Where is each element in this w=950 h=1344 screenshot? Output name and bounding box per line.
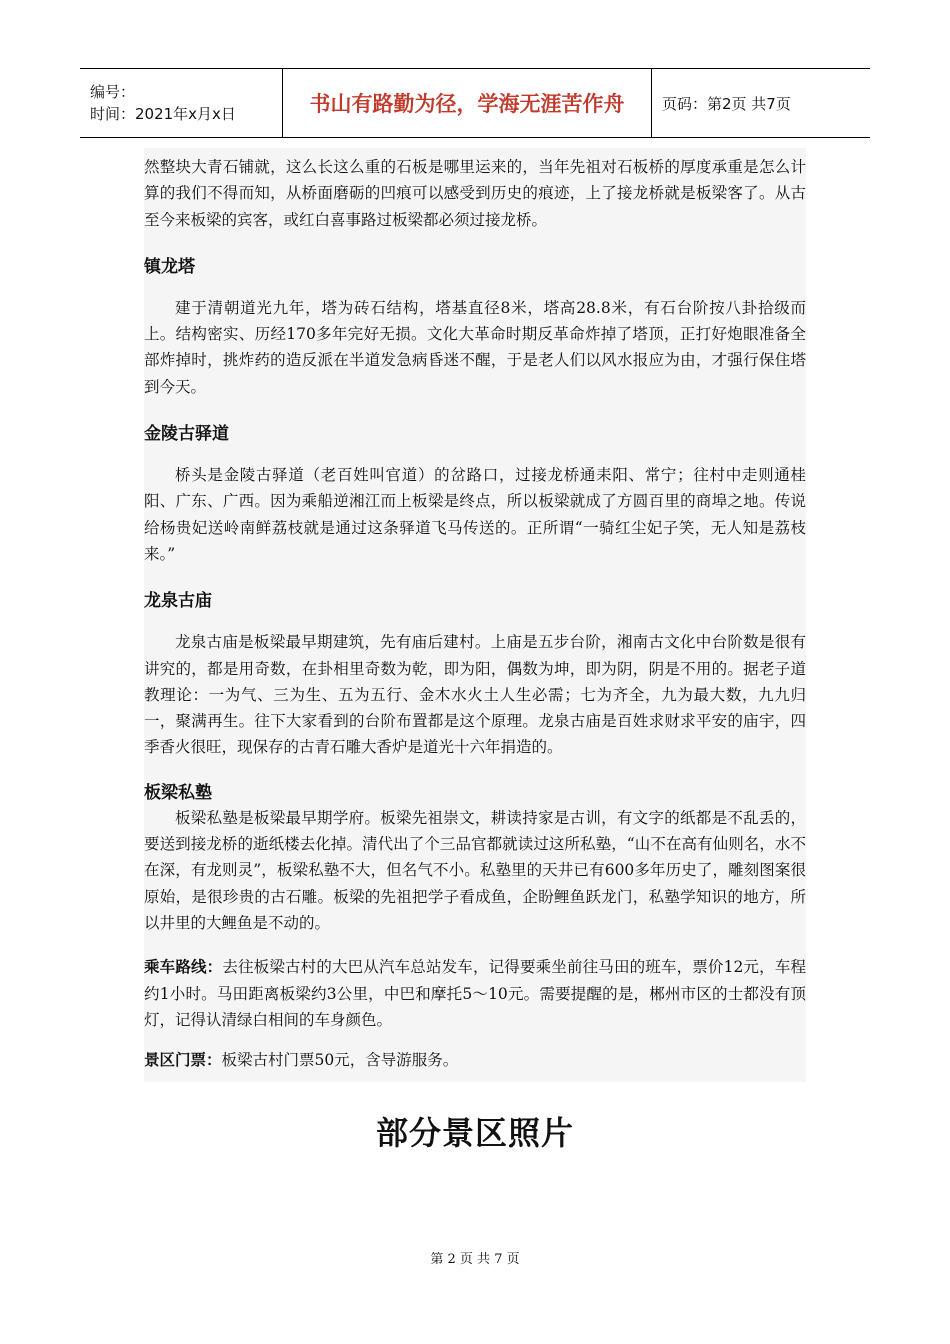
- route-label: 乘车路线：: [144, 958, 223, 977]
- section-text-private-school: 板梁私塾是板梁最早期学府。板梁先祖崇文，耕读持家是古训，有文字的纸都是不乱丢的，要送到接龙桥的逝纸楼去化掉。清代出了个三品官都就读过这所私塾，“山不在高有仙则名，水不在深，有龙则灵”，板梁私塾不大，但名气不小。私塾里的天井已有600多年历史了，雕刻图案很原始，是很珍贵的古石雕。板梁的先祖把学子看成鱼，企盼鲤鱼跃龙门，私塾学知识的地方，所以井里的大鲤鱼是不动的。: [144, 808, 806, 932]
- section-text-longquan-temple: 龙泉古庙是板梁最早期建筑，先有庙后建村。上庙是五步台阶，湘南古文化中台阶数是很有讲究的，都是用奇数，在卦相里奇数为乾，即为阳，偶数为坤，即为阴，阴是不用的。据老子道教理论：一为气、三为生、五为五行、金木水火土人生必需；七为齐全，九为最大数，九九归一，聚满再生。往下大家看到的台阶布置都是这个原理。龙泉古庙是百姓求财求平安的庙宇，四季香火很旺，现保存的古青石雕大香炉是道光十六年捐造的。: [144, 633, 806, 757]
- section-heading-private-school: 板梁私塾: [144, 782, 212, 803]
- ticket-text: 板梁古村门票50元，含导游服务。: [221, 1051, 459, 1070]
- section-heading-longquan-temple: 龙泉古庙: [144, 591, 212, 612]
- ticket-paragraph: [144, 1047, 806, 1073]
- header-page-cell: [652, 69, 870, 137]
- intro-paragraph: 然整块大青石铺就，这么长这么重的石板是哪里运来的，当年先祖对石板桥的厚度承重是怎么计算的我们不得而知，从桥面磨砺的凹痕可以感受到历史的痕迹，上了接龙桥就是板梁客了。从古至今来板梁的宾客，或红白喜事路过板梁都必须过接龙桥。: [144, 158, 806, 229]
- section-text-jinling-road: 桥头是金陵古驿道（老百姓叫官道）的岔路口，过接龙桥通耒阳、常宁；往村中走则通桂阳、广东、广西。因为乘船逆湘江而上板梁是终点，所以板梁就成了方圆百里的商埠之地。传说给杨贵妃送岭南鲜荔枝就是通过这条驿道飞马传送的。正所谓“一骑红尘妃子笑，无人知是荔枝来。”: [144, 466, 806, 563]
- ticket-label: 景区门票：: [144, 1051, 222, 1070]
- header-motto: 书山有路勤为径，学海无涯苦作舟: [309, 92, 625, 116]
- header-motto-cell: [282, 69, 652, 137]
- document-number-label: 编号：: [90, 83, 136, 101]
- article-body: [144, 148, 806, 1082]
- page-footer: 第 2 页 共 7 页: [430, 1252, 520, 1267]
- section-text-zhenlong-tower: 建于清朝道光九年，塔为砖石结构，塔基直径8米，塔高28.8米，有石台阶按八卦拾级而上。结构密实、历经170多年完好无损。文化大革命时期反革命炸掉了塔顶，正打好炮眼准备全部炸掉时，挑炸药的造反派在半道发急病昏迷不醒，于是老人们以风水报应为由，才强行保住塔到今天。: [144, 298, 806, 396]
- route-text: 去往板梁古村的大巴从汽车总站发车，记得要乘坐前往马田的班车，票价12元，车程约1小时。马田距离板梁约3公里，中巴和摩托5～10元。需要提醒的是，郴州市区的士都没有顶灯，记得认清绿白相间的车身颜色。: [144, 958, 806, 1029]
- header-page-info: 页码：第2页 共7页: [662, 94, 791, 113]
- photos-section-title: 部分景区照片: [375, 1114, 574, 1152]
- route-paragraph: [144, 954, 806, 1033]
- section-heading-jinling-road: 金陵古驿道: [144, 424, 229, 445]
- header-meta: [80, 69, 282, 137]
- section-heading-zhenlong-tower: 镇龙塔: [144, 256, 195, 277]
- page-header: [80, 68, 870, 138]
- document-date: 时间：2021年x月x日: [90, 105, 236, 123]
